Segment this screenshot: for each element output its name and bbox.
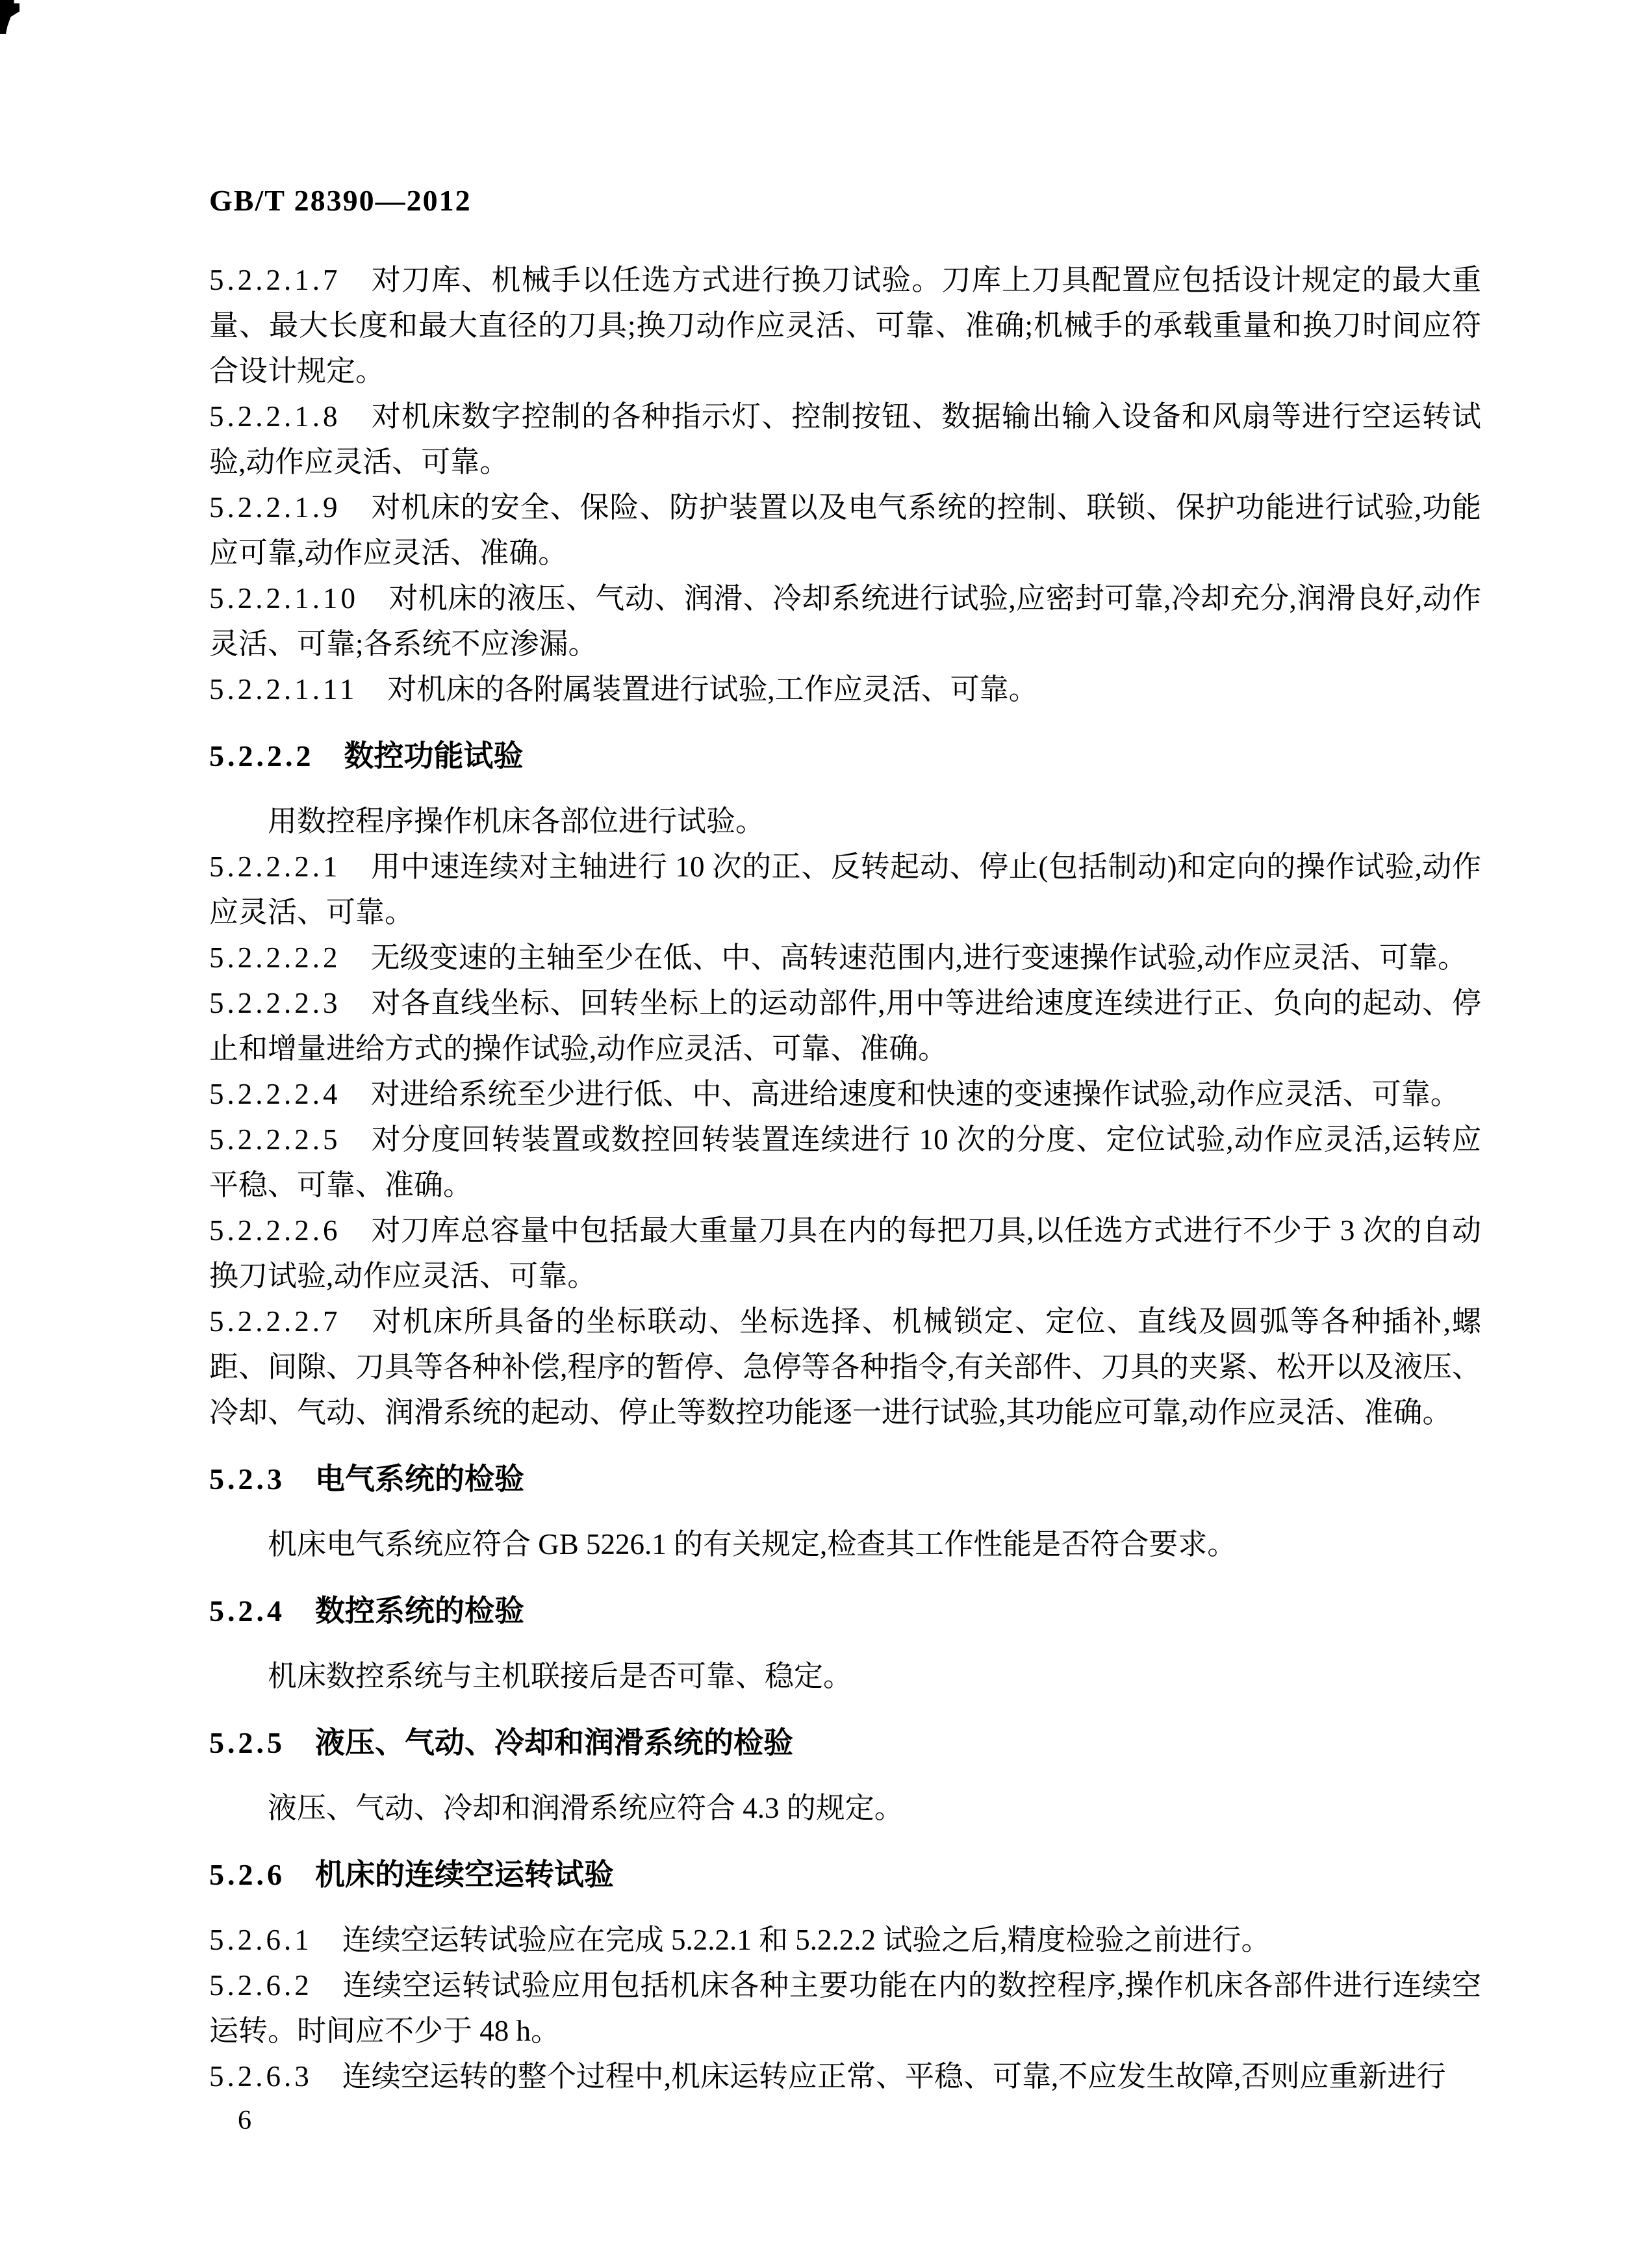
page-number: 6 (238, 2106, 251, 2135)
clause-number: 5.2.2.2.7 (209, 1305, 341, 1338)
clause-number: 5.2.2.2.6 (209, 1214, 341, 1247)
clause-number: 5.2.6.3 (209, 2060, 312, 2093)
paragraph-text: 对机床所具备的坐标联动、坐标选择、机械锁定、定位、直线及圆弧等各种插补,螺距、间隙、刀具等各种补偿,程序的暂停、急停等各种指令,有关部件、刀具的夹紧、松开以及液压、冷却、气动、润滑系统的起动、停止等数控功能逐一进行试验,其功能应可靠,动作应灵活、准确。 (209, 1305, 1481, 1429)
body-paragraph (209, 1785, 1481, 1831)
body-paragraph (209, 1653, 1481, 1699)
paragraph-text: 对机床数字控制的各种指示灯、控制按钮、数据输出输入设备和风扇等进行空运转试验,动作应灵活、可靠。 (209, 400, 1481, 478)
clause-paragraph (209, 1117, 1481, 1208)
clause-paragraph (209, 576, 1481, 667)
paragraph-text: 对机床的各附属装置进行试验,工作应灵活、可靠。 (387, 673, 1038, 706)
clause-paragraph (209, 257, 1481, 394)
paragraph-text: 用数控程序操作机床各部位进行试验。 (268, 805, 765, 837)
clause-number: 5.2.2.2.5 (209, 1123, 341, 1156)
clause-paragraph (209, 485, 1481, 576)
paragraph-text: 机床电气系统应符合 GB 5226.1 的有关规定,检查其工作性能是否符合要求。 (268, 1528, 1237, 1561)
paragraph-text: 液压、气动、冷却和润滑系统应符合 4.3 的规定。 (268, 1792, 904, 1824)
heading-number: 5.2.6 (209, 1858, 285, 1891)
paragraph-text: 对进给系统至少进行低、中、高进给速度和快速的变速操作试验,动作应灵活、可靠。 (370, 1078, 1460, 1110)
paragraph-text: 对刀库、机械手以任选方式进行换刀试验。刀库上刀具配置应包括设计规定的最大重量、最大长度和最大直径的刀具;换刀动作应灵活、可靠、准确;机械手的承载重量和换刀时间应符合设计规定。 (209, 264, 1481, 387)
clause-paragraph (209, 1963, 1481, 2054)
heading-number: 5.2.4 (209, 1594, 285, 1627)
clause-number: 5.2.2.2.1 (209, 850, 341, 883)
clause-number: 5.2.2.2.3 (209, 987, 341, 1019)
heading-title: 数控系统的检验 (315, 1594, 524, 1627)
paragraph-text: 无级变速的主轴至少在低、中、高转速范围内,进行变速操作试验,动作应灵活、可靠。 (370, 941, 1468, 974)
paragraph-text: 连续空运转试验应用包括机床各种主要功能在内的数控程序,操作机床各部件进行连续空运转。时间应不少于 48 h。 (209, 1969, 1481, 2047)
paragraph-text: 对各直线坐标、回转坐标上的运动部件,用中等进给速度连续进行正、负向的起动、停止和增量进给方式的操作试验,动作应灵活、可靠、准确。 (209, 987, 1481, 1065)
paragraph-text: 对分度回转装置或数控回转装置连续进行 10 次的分度、定位试验,动作应灵活,运转应平稳、可靠、准确。 (209, 1123, 1481, 1201)
section-heading (209, 1852, 1481, 1898)
clause-paragraph (209, 1208, 1481, 1299)
paragraph-text: 机床数控系统与主机联接后是否可靠、稳定。 (268, 1660, 853, 1692)
clause-number: 5.2.2.2.4 (209, 1078, 341, 1110)
heading-title: 数控功能试验 (344, 739, 524, 772)
clause-paragraph (209, 2054, 1481, 2099)
heading-number: 5.2.3 (209, 1462, 285, 1496)
clause-paragraph (209, 1071, 1481, 1117)
clause-number: 5.2.6.2 (209, 1969, 312, 2002)
clause-number: 5.2.2.1.11 (209, 673, 358, 706)
clause-number: 5.2.2.1.8 (209, 400, 341, 433)
scan-artifact-corner-mark (0, 0, 19, 34)
paragraph-text: 对机床的液压、气动、润滑、冷却系统进行试验,应密封可靠,冷却充分,润滑良好,动作灵活、可靠;各系统不应渗漏。 (209, 582, 1481, 660)
paragraph-text: 连续空运转的整个过程中,机床运转应正常、平稳、可靠,不应发生故障,否则应重新进行 (342, 2060, 1446, 2093)
section-heading (209, 1588, 1481, 1634)
clause-number: 5.2.2.2.2 (209, 941, 341, 974)
paragraph-text: 对机床的安全、保险、防护装置以及电气系统的控制、联锁、保护功能进行试验,功能应可靠,动作应灵活、准确。 (209, 491, 1481, 569)
clause-paragraph (209, 394, 1481, 485)
paragraph-text: 对刀库总容量中包括最大重量刀具在内的每把刀具,以任选方式进行不少于 3 次的自动换刀试验,动作应灵活、可靠。 (209, 1214, 1481, 1292)
document-body (209, 257, 1481, 2099)
clause-paragraph (209, 1299, 1481, 1435)
heading-title: 液压、气动、冷却和润滑系统的检验 (315, 1726, 793, 1759)
section-heading (209, 1457, 1481, 1502)
clause-paragraph (209, 980, 1481, 1071)
heading-title: 电气系统的检验 (315, 1462, 524, 1496)
paragraph-text: 用中速连续对主轴进行 10 次的正、反转起动、停止(包括制动)和定向的操作试验,动作应灵活、可靠。 (209, 850, 1481, 928)
clause-number: 5.2.2.1.7 (209, 264, 341, 296)
clause-number: 5.2.2.1.9 (209, 491, 341, 524)
section-heading (209, 1720, 1481, 1766)
body-paragraph (209, 1522, 1481, 1567)
section-heading (209, 733, 1481, 779)
body-paragraph (209, 798, 1481, 844)
standard-number-header: GB/T 28390—2012 (209, 184, 472, 217)
clause-paragraph (209, 935, 1481, 980)
clause-paragraph (209, 667, 1481, 712)
paragraph-text: 连续空运转试验应在完成 5.2.2.1 和 5.2.2.2 试验之后,精度检验之前进行。 (342, 1924, 1271, 1956)
clause-paragraph (209, 844, 1481, 935)
heading-number: 5.2.5 (209, 1726, 285, 1759)
clause-paragraph (209, 1917, 1481, 1963)
heading-number: 5.2.2.2 (209, 739, 314, 772)
heading-title: 机床的连续空运转试验 (315, 1858, 614, 1891)
clause-number: 5.2.6.1 (209, 1924, 312, 1956)
clause-number: 5.2.2.1.10 (209, 582, 359, 615)
